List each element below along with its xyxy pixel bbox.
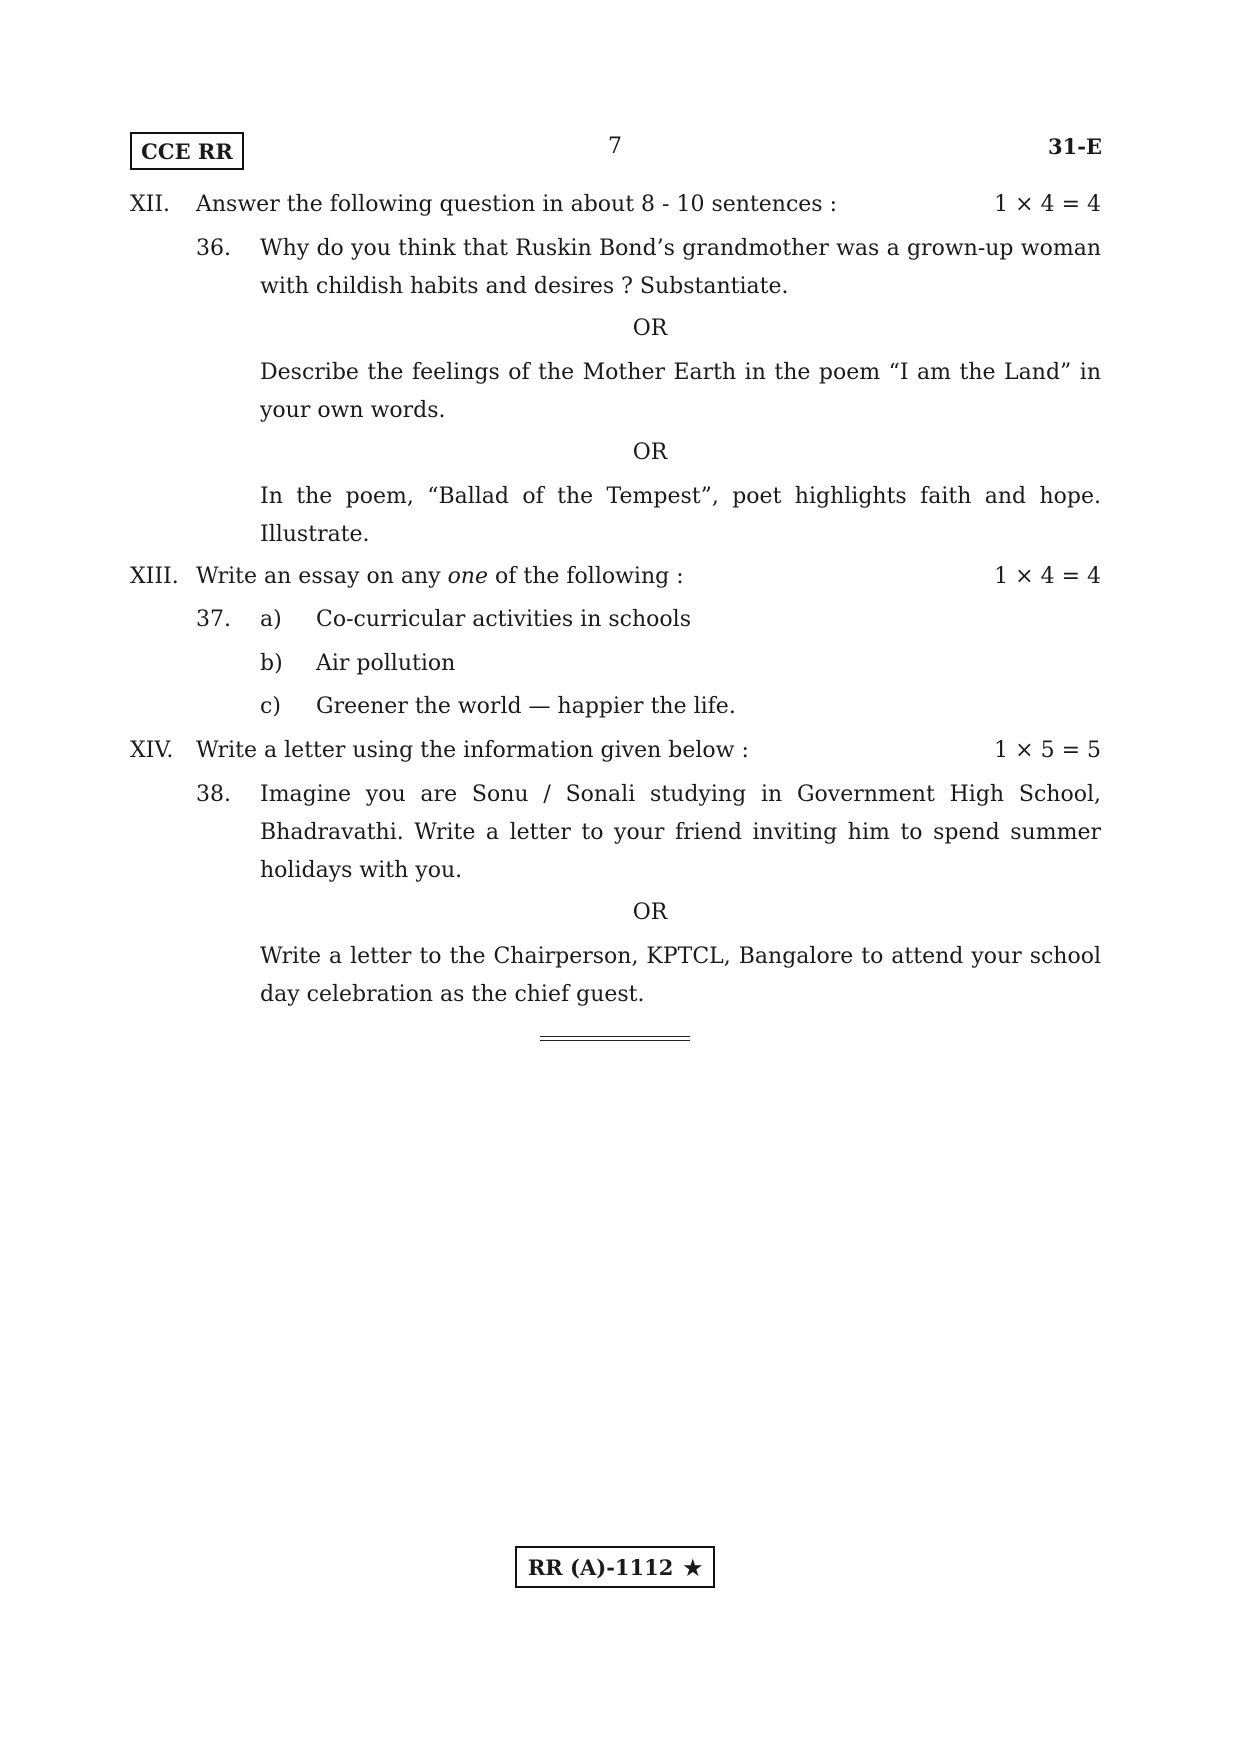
or-divider: OR <box>632 440 668 465</box>
question-36-text: Why do you think that Ruskin Bond’s grandmother was a grown-up woman with childish habits and desires ? Substantiate. <box>260 236 1101 299</box>
option-text: Greener the world — happier the life. <box>316 694 736 719</box>
section-xiii-marks: 1 × 4 = 4 <box>994 564 1101 589</box>
question-38-number: 38. <box>196 782 231 807</box>
section-xii-roman: XII. <box>130 192 171 217</box>
footer-code: RR (A)-1112 <box>527 1554 674 1580</box>
question-37-option-b <box>260 645 1101 683</box>
section-xiv-heading <box>130 732 1101 770</box>
or-divider: OR <box>632 316 668 341</box>
section-xiii-heading <box>130 558 1101 596</box>
header-code-box <box>130 132 244 170</box>
question-38-alt-1: Write a letter to the Chairperson, KPTCL, Bangalore to attend your school day celebration as the chief guest. <box>260 944 1101 1007</box>
question-36-alt-2: In the poem, “Ballad of the Tempest”, poet highlights faith and hope. Illustrate. <box>260 484 1101 547</box>
option-letter: b) <box>260 651 283 676</box>
section-xiv-marks: 1 × 5 = 5 <box>994 738 1101 763</box>
paper-code: 31-E <box>1048 134 1102 159</box>
section-xiv-instruction: Write a letter using the information given below : <box>196 738 749 763</box>
star-icon: ★ <box>683 1554 703 1580</box>
option-letter: a) <box>260 607 282 632</box>
section-xii-instruction: Answer the following question in about 8 - 10 sentences : <box>196 192 837 217</box>
question-37-option-c <box>260 688 1101 726</box>
end-double-rule <box>540 1036 690 1041</box>
option-letter: c) <box>260 694 281 719</box>
question-37-number: 37. <box>196 607 231 632</box>
option-text: Co-curricular activities in schools <box>316 607 691 632</box>
question-37-option-a <box>196 601 1101 639</box>
footer-code-box <box>515 1546 715 1588</box>
option-text: Air pollution <box>316 651 456 676</box>
section-xiv-roman: XIV. <box>130 738 174 763</box>
question-38 <box>196 776 1101 890</box>
question-36 <box>196 230 1101 306</box>
section-xii-marks: 1 × 4 = 4 <box>994 192 1101 217</box>
header-code: CCE RR <box>141 138 233 164</box>
question-36-number: 36. <box>196 236 231 261</box>
question-36-alt-1: Describe the feelings of the Mother Earth in the poem “I am the Land” in your own words. <box>260 360 1101 423</box>
or-divider: OR <box>632 900 668 925</box>
question-38-text: Imagine you are Sonu / Sonali studying in Government High School, Bhadravathi. Write a letter to your friend inviting him to spend summer holidays with you. <box>260 782 1101 883</box>
section-xiii-roman: XIII. <box>130 564 179 589</box>
page-number: 7 <box>608 134 622 159</box>
section-xii-heading <box>130 186 1101 224</box>
section-xiii-instruction: Write an essay on any one of the following : <box>196 564 684 589</box>
